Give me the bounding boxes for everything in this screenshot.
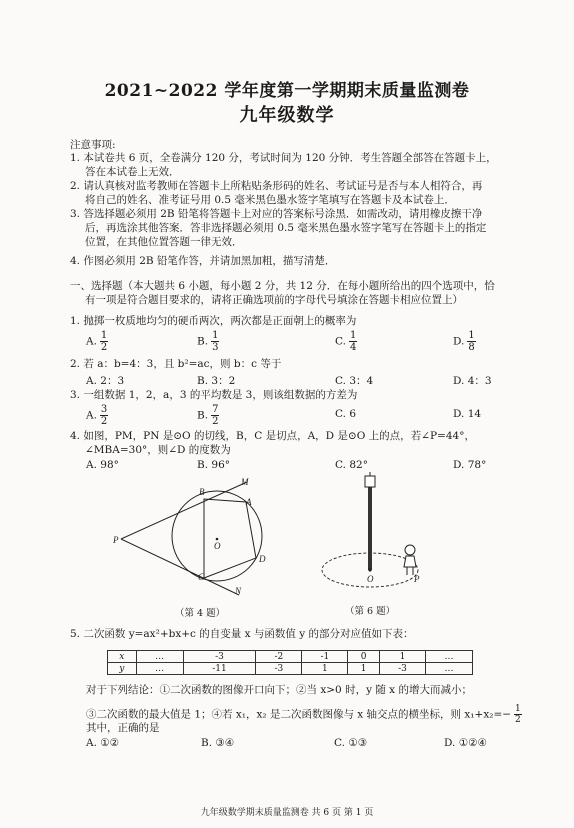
note-line: 1. 本试卷共 6 页，全卷满分 120 分，考试时间为 120 分钟．考生答题全部答在答题卡上，	[70, 152, 497, 164]
q5-option-a: A. ①②	[86, 737, 120, 749]
q3-option-b: B. $\frac{7}{2}$	[197, 404, 219, 427]
q4-stem-line2: ∠MBA=30°，则∠D 的度数为	[85, 444, 231, 456]
section1-line2: 有一项是符合题目要求的，请将正确选项前的字母代号填涂在答题卡相应位置上）	[85, 294, 463, 306]
note-line: 后，再选涂其他答案．答非选择题必须用 0.5 毫米黑色墨水签字笔写在答题卡上的指定	[85, 222, 487, 234]
q1-option-b: B. $\frac{1}{3}$	[197, 330, 219, 353]
figure-4-caption: （第 4 题）	[175, 608, 226, 619]
note-line: 4. 作图必须用 2B 铅笔作答，并请加黑加粗，描写清楚．	[70, 255, 336, 267]
table-cell: y	[108, 663, 137, 675]
q3-option-a: A. $\frac{3}{2}$	[86, 404, 108, 427]
table-cell: -3	[379, 663, 425, 675]
table-cell: …	[425, 651, 472, 663]
table-cell: 1	[302, 663, 348, 675]
table-cell: -1	[302, 651, 348, 663]
q2-option-d: D. 4：3	[453, 375, 492, 387]
q4-option-b: B. 96°	[197, 459, 231, 471]
table-row	[108, 651, 473, 663]
q5-conclusion-line2: ③二次函数的最大值是 1；④若 x₁，x₂ 是二次函数图像与 x 轴交点的横坐标，则 x₁+x₂=− $\frac{1}{2}$	[86, 704, 521, 725]
lamp-pole	[368, 484, 372, 570]
table-cell: -3	[183, 651, 256, 663]
label-p: P	[414, 574, 420, 584]
label-d: D	[259, 554, 266, 564]
exam-subtitle: 九年级数学	[239, 105, 335, 126]
table-cell: x	[108, 651, 137, 663]
section1-line1: 一、选择题（本大题共 6 小题，每小题 2 分，共 12 分．在每小题所给出的四个选项中，恰	[70, 280, 495, 292]
label-o: O	[214, 541, 221, 551]
table-cell: -11	[183, 663, 256, 675]
q2-option-a: A. 2：3	[86, 375, 125, 387]
q2-option-c: C. 3：4	[335, 375, 374, 387]
table-cell: …	[136, 651, 183, 663]
q5-conclusion-line1: 对于下列结论：①二次函数的图像开口向下；②当 x>0 时，y 随 x 的增大而减小；	[86, 684, 472, 696]
quadrilateral-bacd	[204, 499, 256, 578]
q3-stem: 3. 一组数据 1，2，a，3 的平均数是 3，则该组数据的方差为	[70, 389, 358, 401]
q5-option-c: C. ①③	[334, 737, 368, 749]
label-p: P	[113, 535, 119, 545]
q4-stem-line1: 4. 如图，PM，PN 是⊙O 的切线，B，C 是切点，A，D 是⊙O 上的点，若∠P=44°，	[70, 430, 475, 442]
label-o: O	[367, 574, 374, 584]
lamp-head	[365, 476, 375, 487]
q3-option-d: D. 14	[453, 408, 482, 420]
point-o	[368, 568, 371, 571]
label-n: N	[235, 586, 242, 596]
tangent-line-pm	[121, 482, 247, 539]
value-table	[107, 650, 473, 675]
q2-option-b: B. 3：2	[197, 375, 236, 387]
q1-option-c: C. $\frac{1}{4}$	[335, 330, 357, 353]
note-line: 位置，在其他位置答题一律无效．	[85, 236, 243, 248]
q3-option-c: C. 6	[335, 408, 357, 420]
q5-conclusion-line3: 其中，正确的是	[86, 722, 160, 734]
table-cell: 1	[379, 651, 425, 663]
figure-6-caption: （第 6 题）	[345, 606, 396, 617]
q5-option-d: D. ①②④	[444, 737, 487, 749]
table-row	[108, 663, 473, 675]
table-cell: 0	[348, 651, 380, 663]
tangent-line-pn	[121, 539, 239, 595]
q5-stem: 5. 二次函数 y=ax²+bx+c 的自变量 x 与函数值 y 的部分对应值如下表：	[70, 628, 414, 640]
table-cell: -3	[256, 663, 302, 675]
page-footer: 九年级数学期末质量监测卷 共 6 页 第 1 页	[200, 808, 374, 818]
figure-4-circle-tangents	[112, 474, 277, 614]
q4-option-c: C. 82°	[335, 459, 368, 471]
note-line: 答在本试卷上无效．	[85, 166, 180, 178]
exam-title: 2021~2022 学年度第一学期期末质量监测卷	[104, 81, 470, 101]
table-cell: 1	[348, 663, 380, 675]
label-a: A	[246, 497, 252, 507]
center-point-o	[216, 538, 219, 541]
label-b: B	[199, 487, 205, 497]
note-line: 将自己的姓名、准考证号用 0.5 毫米黑色墨水签字笔填写在答题卡及本试卷上．	[85, 194, 455, 206]
note-line: 2. 请认真核对监考教师在答题卡上所粘贴条形码的姓名、考试证号是否与本人相符合，再	[70, 180, 483, 192]
q1-stem: 1. 抛掷一枚质地均匀的硬币两次，两次都是正面朝上的概率为	[70, 315, 357, 327]
table-cell: -2	[256, 651, 302, 663]
q1-option-a: A. $\frac{1}{2}$	[86, 330, 108, 353]
q4-option-a: A. 98°	[86, 459, 119, 471]
figure-6-lamp-post	[315, 472, 440, 597]
label-m: M	[241, 477, 249, 487]
label-c: C	[198, 572, 205, 582]
person-figure	[404, 545, 416, 575]
q5-option-b: B. ③④	[201, 737, 235, 749]
table-cell: …	[425, 663, 472, 675]
q4-option-d: D. 78°	[453, 459, 487, 471]
q2-stem: 2. 若 a：b=4：3，且 b²=ac，则 b：c 等于	[70, 358, 282, 370]
table-cell: …	[136, 663, 183, 675]
note-line: 3. 答选择题必须用 2B 铅笔将答题卡上对应的答案标号涂黑．如需改动，请用橡皮擦干净	[70, 208, 483, 220]
notes-heading: 注意事项:	[70, 139, 116, 151]
q1-option-d: D. $\frac{1}{8}$	[453, 330, 475, 353]
